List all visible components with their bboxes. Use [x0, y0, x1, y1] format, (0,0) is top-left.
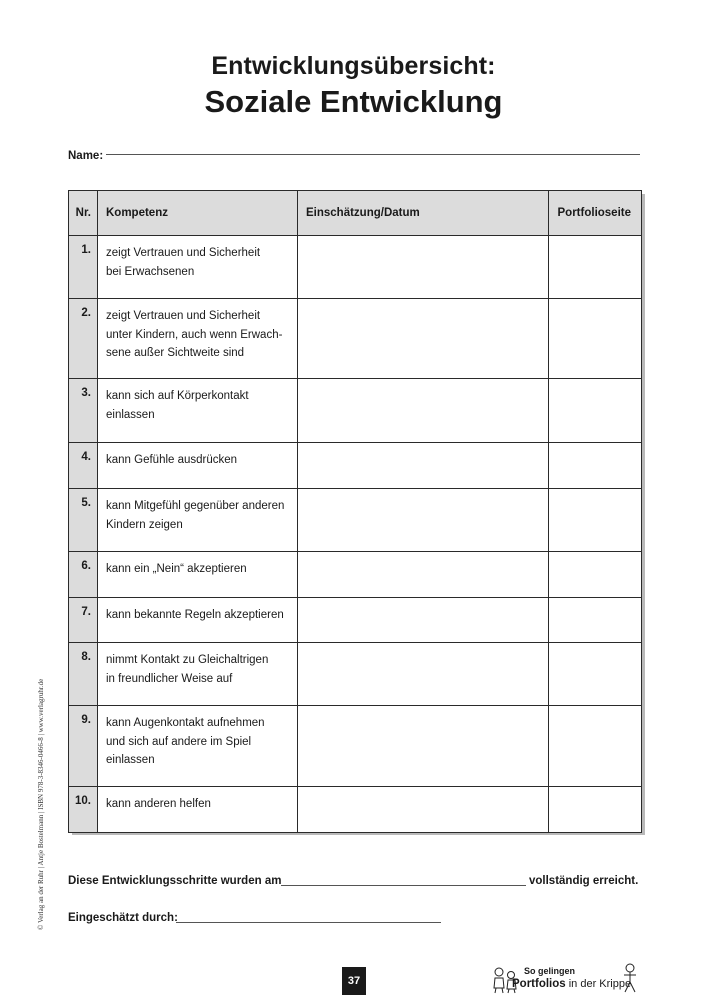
row-einschaetzung-cell[interactable]: [298, 299, 549, 379]
table-row: [69, 643, 642, 706]
row-portfolioseite-cell[interactable]: [549, 598, 642, 643]
row-portfolioseite-cell[interactable]: [549, 552, 642, 598]
row-number: 7.: [69, 598, 98, 643]
assessed-row: [68, 912, 448, 926]
row-kompetenz: nimmt Kontakt zu Gleichaltrigen in freundlicher Weise auf: [98, 643, 298, 706]
row-einschaetzung-cell[interactable]: [298, 643, 549, 706]
assessed-label: Eingeschätzt durch:: [68, 912, 178, 924]
assessed-by-field[interactable]: [176, 922, 441, 923]
name-label: Name:: [68, 150, 104, 162]
table-row: [69, 787, 642, 833]
row-number: 10.: [69, 787, 98, 833]
page-title-line1: Entwicklungsübersicht:: [211, 52, 496, 80]
row-kompetenz: kann ein „Nein“ akzeptieren: [98, 552, 298, 598]
copyright-side-text: © Verlag an der Ruhr | Antje Bostelmann | ISBN 978-3-8346-0466-8 | www.verlagruhr.de: [37, 678, 45, 930]
row-portfolioseite-cell[interactable]: [549, 443, 642, 489]
row-kompetenz: kann anderen helfen: [98, 787, 298, 833]
brand-line2: [512, 978, 631, 990]
row-kompetenz: kann Gefühle ausdrücken: [98, 443, 298, 489]
row-number: 3.: [69, 379, 98, 443]
row-kompetenz: kann Mitgefühl gegenüber anderen Kindern zeigen: [98, 489, 298, 552]
table-row: [69, 299, 642, 379]
row-number: 8.: [69, 643, 98, 706]
row-einschaetzung-cell[interactable]: [298, 489, 549, 552]
row-einschaetzung-cell[interactable]: [298, 598, 549, 643]
row-einschaetzung-cell[interactable]: [298, 236, 549, 299]
row-portfolioseite-cell[interactable]: [549, 787, 642, 833]
row-portfolioseite-cell[interactable]: [549, 489, 642, 552]
page-title-line2: Soziale Entwicklung: [204, 84, 503, 119]
page-number: 37: [342, 967, 366, 995]
brand-portfolios: Portfolios: [512, 978, 566, 990]
row-number: 2.: [69, 299, 98, 379]
row-einschaetzung-cell[interactable]: [298, 379, 549, 443]
row-kompetenz: zeigt Vertrauen und Sicherheit bei Erwachsenen: [98, 236, 298, 299]
row-portfolioseite-cell[interactable]: [549, 379, 642, 443]
competence-table-wrap: [68, 190, 641, 831]
row-number: 4.: [69, 443, 98, 489]
row-portfolioseite-cell[interactable]: [549, 706, 642, 787]
row-kompetenz: kann bekannte Regeln akzeptieren: [98, 598, 298, 643]
row-portfolioseite-cell[interactable]: [549, 236, 642, 299]
row-number: 5.: [69, 489, 98, 552]
child-figure-icon: [620, 962, 640, 994]
row-portfolioseite-cell[interactable]: [549, 299, 642, 379]
row-number: 6.: [69, 552, 98, 598]
brand-line2-rest: in der Krippe: [565, 978, 632, 990]
row-einschaetzung-cell[interactable]: [298, 706, 549, 787]
row-kompetenz: zeigt Vertrauen und Sicherheit unter Kindern, auch wenn Erwach- sene außer Sichtweite sind: [98, 299, 298, 379]
competence-table: [68, 190, 642, 833]
col-header-kompetenz: Kompetenz: [98, 191, 298, 236]
row-portfolioseite-cell[interactable]: [549, 643, 642, 706]
table-row: [69, 598, 642, 643]
row-einschaetzung-cell[interactable]: [298, 443, 549, 489]
table-row: [69, 552, 642, 598]
reached-suffix: vollständig erreicht.: [529, 875, 639, 887]
name-row: [68, 146, 640, 160]
table-row: [69, 489, 642, 552]
name-field[interactable]: [106, 154, 640, 155]
row-kompetenz: kann sich auf Körperkontakt einlassen: [98, 379, 298, 443]
row-number: 9.: [69, 706, 98, 787]
table-row: [69, 236, 642, 299]
row-einschaetzung-cell[interactable]: [298, 552, 549, 598]
col-header-nr: Nr.: [69, 191, 98, 236]
table-row: [69, 443, 642, 489]
reached-date-field[interactable]: [281, 885, 526, 886]
col-header-einschaetzung: Einschätzung/Datum: [298, 191, 549, 236]
reached-prefix: Diese Entwicklungsschritte wurden am: [68, 875, 282, 887]
row-number: 1.: [69, 236, 98, 299]
row-einschaetzung-cell[interactable]: [298, 787, 549, 833]
reached-row: [68, 875, 641, 889]
table-row: [69, 706, 642, 787]
row-kompetenz: kann Augenkontakt aufnehmen und sich auf andere im Spiel einlassen: [98, 706, 298, 787]
series-logo: [490, 962, 640, 996]
table-row: [69, 379, 642, 443]
col-header-portfolioseite: Portfolioseite: [549, 191, 642, 236]
brand-line1: So gelingen: [524, 966, 576, 976]
